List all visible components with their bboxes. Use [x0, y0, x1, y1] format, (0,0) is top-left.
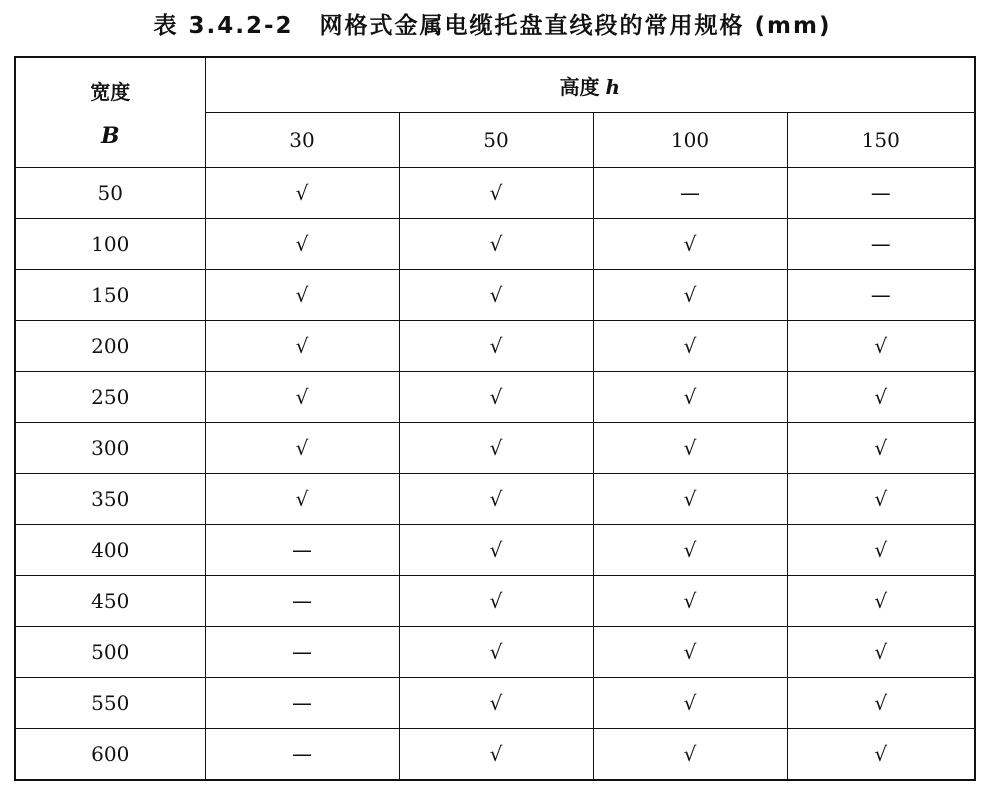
table-title: 网格式金属电缆托盘直线段的常用规格 (mm) — [319, 13, 832, 39]
width-header-cell — [15, 57, 205, 168]
width-header-symbol: B — [100, 123, 120, 149]
check-mark-cell: √ — [593, 270, 787, 321]
width-header-label: 宽度 — [90, 80, 131, 104]
check-mark-cell: √ — [399, 525, 593, 576]
table-row — [15, 678, 975, 729]
check-mark-cell: √ — [399, 474, 593, 525]
dash-mark-cell: — — [787, 219, 975, 270]
check-mark-cell: √ — [399, 627, 593, 678]
dash-mark-cell: — — [205, 525, 399, 576]
table-caption — [0, 6, 985, 46]
table-row — [15, 627, 975, 678]
width-value-cell: 250 — [15, 372, 205, 423]
check-mark-cell: √ — [399, 321, 593, 372]
width-value-cell: 200 — [15, 321, 205, 372]
width-value-cell: 450 — [15, 576, 205, 627]
width-value-cell: 550 — [15, 678, 205, 729]
check-mark-cell: √ — [399, 678, 593, 729]
check-mark-cell: √ — [205, 219, 399, 270]
check-mark-cell: √ — [593, 729, 787, 781]
table-row — [15, 525, 975, 576]
dash-mark-cell: — — [787, 270, 975, 321]
table-row — [15, 423, 975, 474]
width-value-cell: 150 — [15, 270, 205, 321]
check-mark-cell: √ — [593, 678, 787, 729]
height-value-header: 150 — [787, 113, 975, 168]
check-mark-cell: √ — [787, 678, 975, 729]
width-value-cell: 600 — [15, 729, 205, 781]
spec-table — [14, 56, 976, 781]
check-mark-cell: √ — [205, 423, 399, 474]
check-mark-cell: √ — [593, 525, 787, 576]
check-mark-cell: √ — [593, 321, 787, 372]
table-row — [15, 168, 975, 219]
dash-mark-cell: — — [593, 168, 787, 219]
check-mark-cell: √ — [787, 372, 975, 423]
dash-mark-cell: — — [787, 168, 975, 219]
dash-mark-cell: — — [205, 678, 399, 729]
width-value-cell: 50 — [15, 168, 205, 219]
check-mark-cell: √ — [205, 321, 399, 372]
check-mark-cell: √ — [205, 270, 399, 321]
check-mark-cell: √ — [787, 729, 975, 781]
width-value-cell: 300 — [15, 423, 205, 474]
width-value-cell: 100 — [15, 219, 205, 270]
height-value-header: 100 — [593, 113, 787, 168]
height-header-cell — [205, 57, 975, 113]
width-value-cell: 500 — [15, 627, 205, 678]
spec-table-container — [14, 56, 976, 781]
check-mark-cell: √ — [205, 168, 399, 219]
check-mark-cell: √ — [399, 219, 593, 270]
height-value-header: 50 — [399, 113, 593, 168]
height-header-symbol: h — [605, 74, 621, 99]
width-value-cell: 400 — [15, 525, 205, 576]
height-header-label: 高度 — [559, 74, 600, 99]
check-mark-cell: √ — [205, 474, 399, 525]
check-mark-cell: √ — [399, 576, 593, 627]
dash-mark-cell: — — [205, 627, 399, 678]
check-mark-cell: √ — [399, 168, 593, 219]
check-mark-cell: √ — [205, 372, 399, 423]
check-mark-cell: √ — [593, 576, 787, 627]
table-row — [15, 729, 975, 781]
check-mark-cell: √ — [787, 423, 975, 474]
check-mark-cell: √ — [593, 372, 787, 423]
check-mark-cell: √ — [593, 627, 787, 678]
table-row — [15, 321, 975, 372]
dash-mark-cell: — — [205, 576, 399, 627]
check-mark-cell: √ — [593, 423, 787, 474]
table-row — [15, 219, 975, 270]
check-mark-cell: √ — [399, 729, 593, 781]
check-mark-cell: √ — [399, 372, 593, 423]
check-mark-cell: √ — [787, 627, 975, 678]
table-row — [15, 270, 975, 321]
table-row — [15, 372, 975, 423]
table-row — [15, 576, 975, 627]
table-number: 表 3.4.2-2 — [153, 13, 294, 39]
width-value-cell: 350 — [15, 474, 205, 525]
check-mark-cell: √ — [787, 525, 975, 576]
check-mark-cell: √ — [399, 270, 593, 321]
check-mark-cell: √ — [399, 423, 593, 474]
table-row — [15, 474, 975, 525]
check-mark-cell: √ — [787, 576, 975, 627]
check-mark-cell: √ — [593, 219, 787, 270]
check-mark-cell: √ — [593, 474, 787, 525]
check-mark-cell: √ — [787, 321, 975, 372]
dash-mark-cell: — — [205, 729, 399, 781]
height-value-header: 30 — [205, 113, 399, 168]
check-mark-cell: √ — [787, 474, 975, 525]
